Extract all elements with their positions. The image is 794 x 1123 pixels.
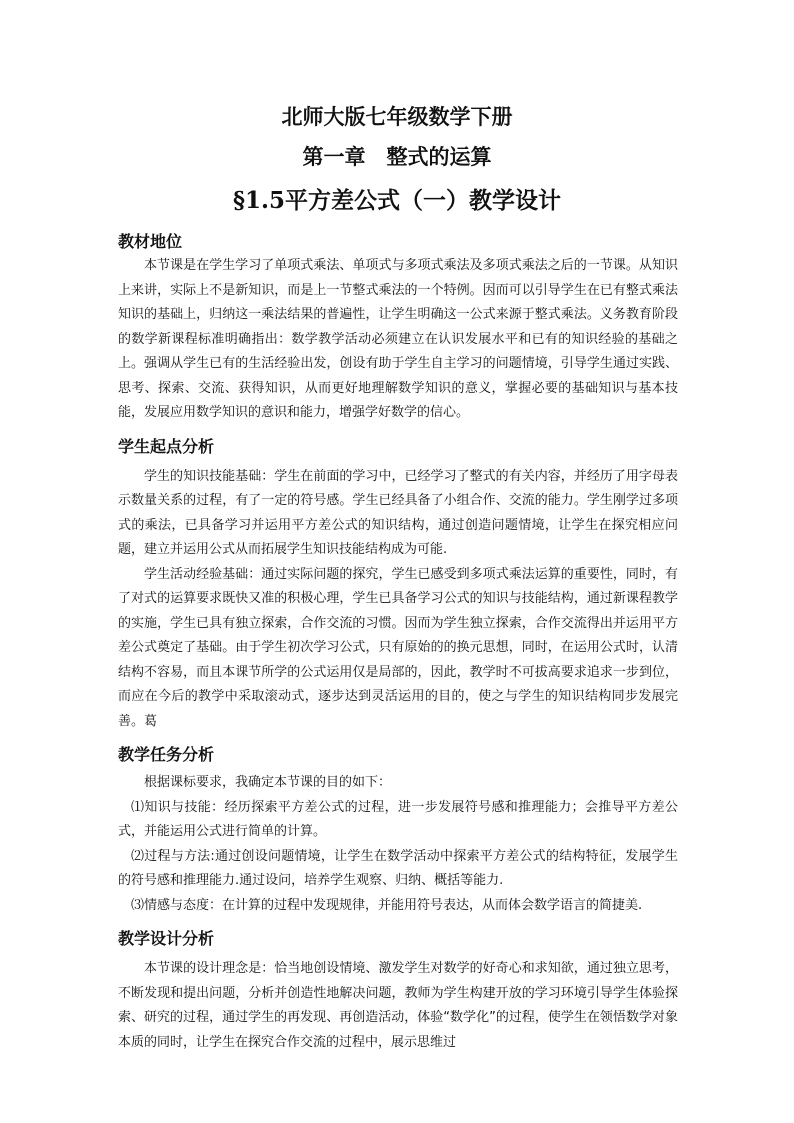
section-heading-student-analysis: 学生起点分析 (118, 436, 215, 456)
document-title-chapter: 第一章 整式的运算 (302, 144, 492, 169)
paragraph-textbook-position: 本节课是在学生学习了单项式乘法、单项式与多项式乘法及多项式乘法之后的一节课。从知识上来讲，实际上不是新知识，而是上一节整式乘法的一个特例。因而可以引导学生在已有整式乘法知识的基础上，归纳这一乘法结果的普遍性，让学生明确这一公式来源于整式乘法。义务教育阶段的数学新课程标准明确指出：数学教学活动必须建立在认识发展水平和已有的知识经验的基础之上。强调从学生已有的生活经验出发，创设有助于学生自主学习的问题情境，引导学生通过实践、思考、探索、交流、获得知识，从而更好地理解数学知识的意义，掌握必要的基础知识与基本技能，发展应用数学知识的意识和能力，增强学好数学的信心。 (118, 258, 678, 420)
document-body (118, 230, 678, 1055)
objective-knowledge-skills: ⑴知识与技能：经历探索平方差公式的过程，进一步发展符号感和推理能力；会推导平方差公式，并能运用公式进行简单的计算。 (118, 799, 678, 839)
paragraph-objectives-intro: 根据课标要求，我确定本节课的目的如下： (144, 775, 392, 790)
document-title-lesson: §1.5平方差公式（一）教学设计 (232, 187, 562, 214)
section-heading-design-analysis: 教学设计分析 (118, 929, 215, 948)
objective-process-method: ⑵过程与方法:通过创设问题情境，让学生在数学活动中探索平方差公式的结构特征，发展学生的符号感和推理能力.通过设问，培养学生观察、归纳、概括等能力. (118, 848, 678, 888)
paragraph-design-concept: 本节课的设计理念是：恰当地创设情境、激发学生对数学的好奇心和求知欲，通过独立思考，不断发现和提出问题，分析并创造性地解决问题，教师为学生构建开放的学习环境引导学生体验探索、研究的过程，通过学生的再发现、再创造活动，体验“数学化”的过程，使学生在领悟数学对象本质的同时，让学生在探究合作交流的过程中，展示思维过 (118, 961, 678, 1050)
objective-emotion-attitude: ⑶情感与态度：在计算的过程中发现规律，并能用符号表达，从而体会数学语言的简捷美. (131, 897, 643, 913)
paragraph-activity-basis: 学生活动经验基础：通过实际问题的探究，学生已感受到多项式乘法运算的重要性，同时，有了对式的运算要求既快又准的积极心理，学生已具备学习公式的知识与技能结构，通过新课程教学的实施，学生已具有独立探索，合作交流的习惯。因而为学生独立探索，合作交流得出并运用平方差公式奠定了基础。由于学生初次学习公式，只有原始的的换元思想，同时，在运用公式时，认清结构不容易，而且本课节所学的公式运用仅是局部的，因此，教学时不可拔高要求追求一步到位，而应在今后的教学中采取滚动式，逐步达到灵活运用的目的，使之与学生的知识结构同步发展完善。葛 (118, 566, 678, 729)
paragraph-knowledge-basis: 学生的知识技能基础：学生在前面的学习中，已经学习了整式的有关内容，并经历了用字母表示数量关系的过程，有了一定的符号感。学生已经具备了小组合作、交流的能力。学生刚学过多项式的乘法，已具备学习并运用平方差公式的知识结构，通过创造问题情境，让学生在探究相应问题，建立并运用公式从而拓展学生知识技能结构成为可能. (118, 468, 678, 557)
section-heading-textbook-position: 教材地位 (118, 232, 183, 251)
document-title-book: 北师大版七年级数学下册 (281, 104, 513, 129)
section-heading-task-analysis: 教学任务分析 (118, 745, 215, 764)
